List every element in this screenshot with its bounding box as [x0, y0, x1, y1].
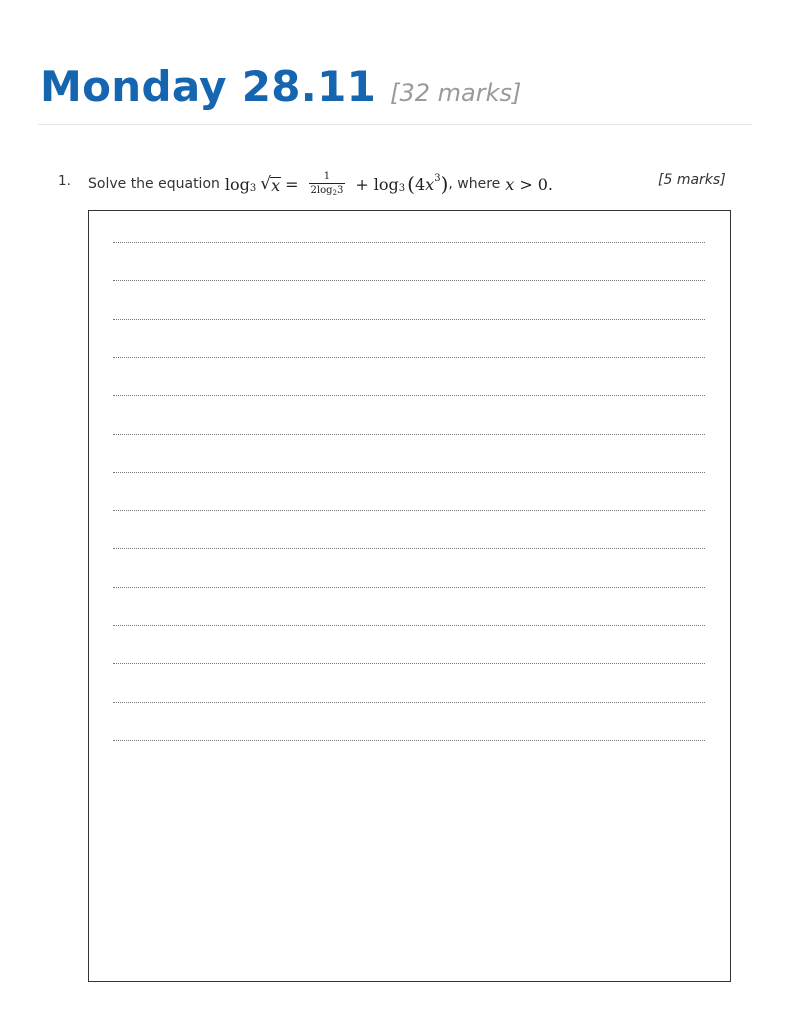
question-number: 1. [58, 173, 71, 189]
question-text [88, 167, 553, 201]
condition-val: 0. [537, 174, 553, 194]
answer-line [113, 548, 705, 549]
title-marks: [32 marks] [390, 79, 522, 107]
den-coef: 2 [310, 185, 317, 196]
answer-box[interactable] [88, 210, 731, 982]
answer-line [113, 472, 705, 473]
answer-line [113, 434, 705, 435]
lhs-log: log [224, 174, 250, 194]
answer-line [113, 319, 705, 320]
rhs-var: x [425, 174, 435, 194]
fraction-numerator: 1 [323, 171, 331, 182]
answer-line [113, 395, 705, 396]
title-text: Monday 28.11 [40, 62, 377, 111]
answer-line [113, 357, 705, 358]
den-base: 2 [332, 189, 338, 197]
page-title [40, 62, 521, 111]
condition [505, 175, 553, 194]
equation [225, 171, 449, 197]
den-arg: 3 [337, 185, 344, 196]
rhs-log: log [373, 174, 399, 194]
sqrt [260, 174, 281, 194]
answer-line [113, 510, 705, 511]
sqrt-var: x [271, 176, 281, 195]
title-divider [38, 124, 752, 125]
plus-sign: + [355, 174, 369, 194]
rhs-coef: 4 [414, 174, 426, 194]
fraction-bar [309, 183, 346, 184]
answer-line [113, 663, 705, 664]
condition-op: > [519, 174, 533, 194]
answer-line [113, 702, 705, 703]
sqrt-sign: √ [260, 174, 272, 194]
equals-sign: = [285, 174, 299, 194]
right-paren: ) [440, 172, 449, 196]
fraction-denominator [309, 185, 346, 197]
question-marks: [5 marks] [658, 172, 726, 188]
left-paren: ( [407, 172, 415, 196]
den-log: log [316, 185, 333, 196]
question-suffix: , where [448, 176, 501, 192]
answer-line [113, 280, 705, 281]
rhs-base: 3 [398, 182, 406, 194]
answer-line [113, 740, 705, 741]
answer-line [113, 625, 705, 626]
answer-line [113, 242, 705, 243]
rhs-exponent: 3 [434, 172, 441, 184]
lhs-base: 3 [249, 182, 257, 194]
question-prefix: Solve the equation [88, 176, 220, 192]
fraction [309, 171, 346, 197]
condition-var: x [505, 174, 515, 194]
answer-line [113, 587, 705, 588]
